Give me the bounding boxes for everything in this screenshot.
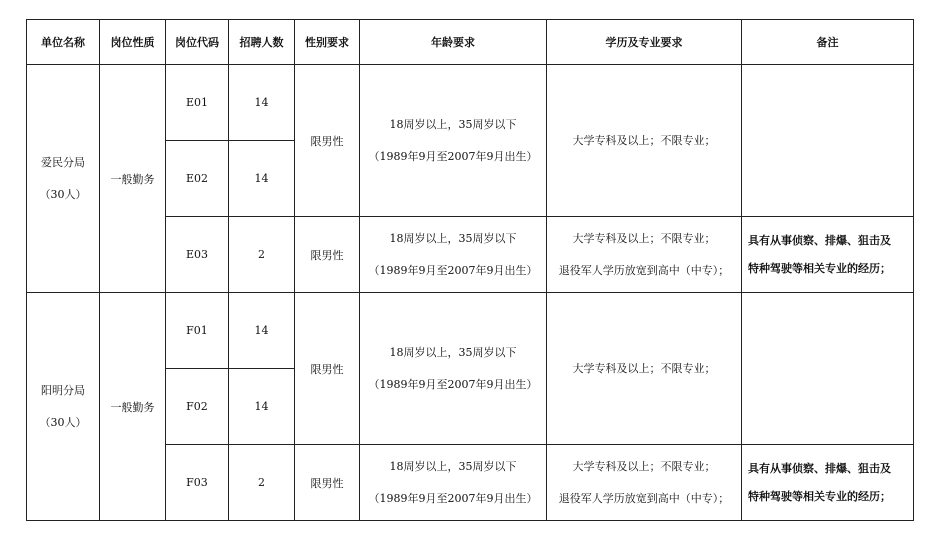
header-age: 年龄要求 [360, 20, 547, 65]
age-requirement [360, 217, 547, 293]
recruitment-table [26, 19, 914, 521]
hire-count: 14 [229, 65, 295, 141]
gender-requirement: 限男性 [295, 65, 360, 217]
unit-name-cell [27, 293, 100, 521]
position-nature: 一般勤务 [100, 65, 166, 293]
age-range: 18周岁以上，35周岁以下 [389, 231, 517, 245]
education-requirement [547, 293, 742, 445]
hire-count: 14 [229, 141, 295, 217]
education-line: 大学专科及以上；不限专业； [572, 361, 716, 375]
gender-requirement: 限男性 [295, 445, 360, 521]
header-row [27, 20, 914, 65]
remarks-line: 具有从事侦察、排爆、狙击及 [748, 461, 891, 475]
position-code: F01 [166, 293, 229, 369]
education-line: 大学专科及以上；不限专业； [572, 133, 716, 147]
remarks-line: 特种驾驶等相关专业的经历； [748, 489, 891, 503]
unit-name-cell [27, 65, 100, 293]
unit-name: 阳明分局 [41, 383, 85, 397]
veteran-education-line: 退役军人学历放宽到高中（中专）； [558, 491, 730, 505]
table-row [27, 65, 914, 141]
education-requirement [547, 217, 742, 293]
hire-count: 14 [229, 293, 295, 369]
education-line: 大学专科及以上；不限专业； [572, 459, 716, 473]
hire-count: 2 [229, 445, 295, 521]
header-position-nature: 岗位性质 [100, 20, 166, 65]
age-requirement [360, 65, 547, 217]
birth-range: （1989年9月至2007年9月出生） [368, 491, 538, 505]
veteran-education-line: 退役军人学历放宽到高中（中专）； [558, 263, 730, 277]
table-row [27, 293, 914, 369]
unit-quota: （30人） [39, 415, 87, 429]
age-requirement [360, 293, 547, 445]
hire-count: 2 [229, 217, 295, 293]
header-hire-count: 招聘人数 [229, 20, 295, 65]
position-code: E01 [166, 65, 229, 141]
unit-name: 爱民分局 [41, 155, 85, 169]
header-position-code: 岗位代码 [166, 20, 229, 65]
age-range: 18周岁以上，35周岁以下 [389, 345, 517, 359]
header-education: 学历及专业要求 [547, 20, 742, 65]
remarks-line: 具有从事侦察、排爆、狙击及 [748, 233, 891, 247]
hire-count: 14 [229, 369, 295, 445]
position-code: E02 [166, 141, 229, 217]
header-unit-name: 单位名称 [27, 20, 100, 65]
age-range: 18周岁以上，35周岁以下 [389, 117, 517, 131]
position-code: F02 [166, 369, 229, 445]
header-gender: 性别要求 [295, 20, 360, 65]
age-range: 18周岁以上，35周岁以下 [389, 459, 517, 473]
birth-range: （1989年9月至2007年9月出生） [368, 263, 538, 277]
header-remarks: 备注 [742, 20, 914, 65]
gender-requirement: 限男性 [295, 217, 360, 293]
education-requirement [547, 65, 742, 217]
education-requirement [547, 445, 742, 521]
education-line: 大学专科及以上；不限专业； [572, 231, 716, 245]
remarks [742, 217, 914, 293]
position-nature: 一般勤务 [100, 293, 166, 521]
unit-quota: （30人） [39, 187, 87, 201]
remarks-empty [742, 293, 914, 445]
birth-range: （1989年9月至2007年9月出生） [368, 377, 538, 391]
age-requirement [360, 445, 547, 521]
gender-requirement: 限男性 [295, 293, 360, 445]
birth-range: （1989年9月至2007年9月出生） [368, 149, 538, 163]
remarks-empty [742, 65, 914, 217]
position-code: F03 [166, 445, 229, 521]
remarks [742, 445, 914, 521]
remarks-line: 特种驾驶等相关专业的经历； [748, 261, 891, 275]
position-code: E03 [166, 217, 229, 293]
